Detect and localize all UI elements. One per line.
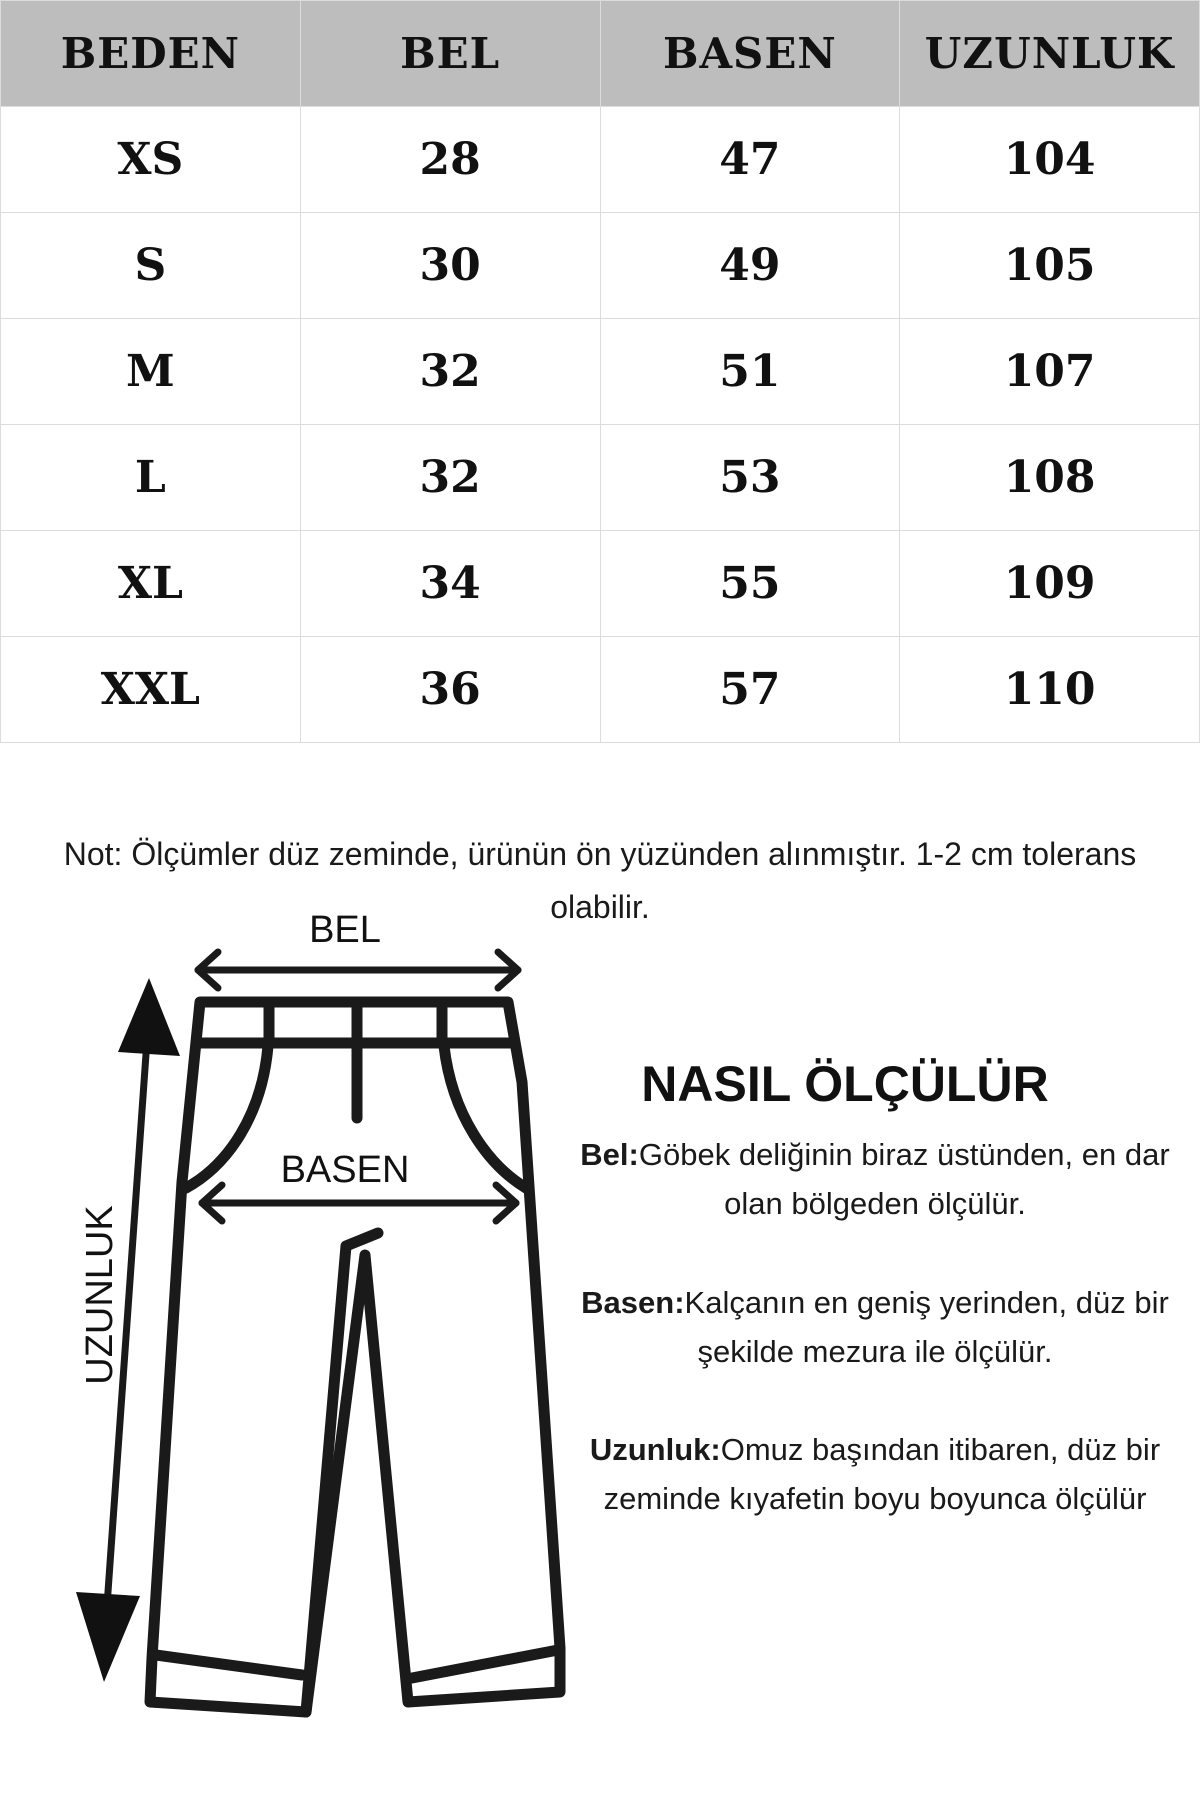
header-basen: BASEN <box>600 1 900 107</box>
table-row <box>1 213 1200 319</box>
pants-measurement-diagram <box>0 880 600 1800</box>
basen-text: Kalçanın en geniş yerinden, düz bir şekilde mezura ile ölçülür. <box>684 1285 1169 1369</box>
cell-size: M <box>1 319 301 425</box>
table-row <box>1 319 1200 425</box>
cell-uzunluk: 108 <box>900 425 1200 531</box>
cell-bel: 36 <box>300 637 600 743</box>
uzunluk-term: Uzunluk: <box>589 1432 721 1467</box>
basen-term: Basen: <box>581 1285 685 1320</box>
cell-size: L <box>1 425 301 531</box>
how-to-measure-title: NASIL ÖLÇÜLÜR <box>641 1056 1049 1112</box>
bel-instruction <box>555 1130 1195 1228</box>
header-uzunluk: UZUNLUK <box>900 1 1200 107</box>
basen-label: BASEN <box>280 1149 410 1191</box>
cell-basen: 55 <box>600 531 900 637</box>
cell-basen: 53 <box>600 425 900 531</box>
uzunluk-instruction <box>555 1425 1195 1523</box>
pants-icon <box>150 1002 560 1712</box>
cell-size: S <box>1 213 301 319</box>
cell-size: XS <box>1 107 301 213</box>
cell-size: XL <box>1 531 301 637</box>
cell-bel: 30 <box>300 213 600 319</box>
bel-arrow <box>198 952 518 988</box>
cell-uzunluk: 104 <box>900 107 1200 213</box>
bel-text: Göbek deliğinin biraz üstünden, en dar olan bölgeden ölçülür. <box>638 1137 1170 1221</box>
header-beden: BEDEN <box>1 1 301 107</box>
cell-basen: 51 <box>600 319 900 425</box>
basen-instruction <box>555 1278 1195 1376</box>
size-table <box>0 0 1200 743</box>
header-bel: BEL <box>300 1 600 107</box>
cell-bel: 32 <box>300 319 600 425</box>
table-row <box>1 531 1200 637</box>
cell-basen: 49 <box>600 213 900 319</box>
cell-basen: 57 <box>600 637 900 743</box>
bel-term: Bel: <box>580 1137 639 1172</box>
uzunluk-label: UZUNLUK <box>79 1205 121 1385</box>
measurement-note: Not: Ölçümler düz zeminde, ürünün ön yüzünden alınmıştır. 1-2 cm tolerans olabilir. <box>63 836 1137 925</box>
uzunluk-text: Omuz başından itibaren, düz bir zeminde kıyafetin boyu boyunca ölçülür <box>603 1432 1161 1516</box>
cell-uzunluk: 107 <box>900 319 1200 425</box>
bel-label: BEL <box>309 909 381 951</box>
table-header-row <box>1 1 1200 107</box>
cell-bel: 34 <box>300 531 600 637</box>
table-row <box>1 637 1200 743</box>
table-row <box>1 107 1200 213</box>
cell-size: XXL <box>1 637 301 743</box>
cell-uzunluk: 109 <box>900 531 1200 637</box>
cell-bel: 28 <box>300 107 600 213</box>
table-row <box>1 425 1200 531</box>
cell-basen: 47 <box>600 107 900 213</box>
cell-bel: 32 <box>300 425 600 531</box>
cell-uzunluk: 110 <box>900 637 1200 743</box>
cell-uzunluk: 105 <box>900 213 1200 319</box>
